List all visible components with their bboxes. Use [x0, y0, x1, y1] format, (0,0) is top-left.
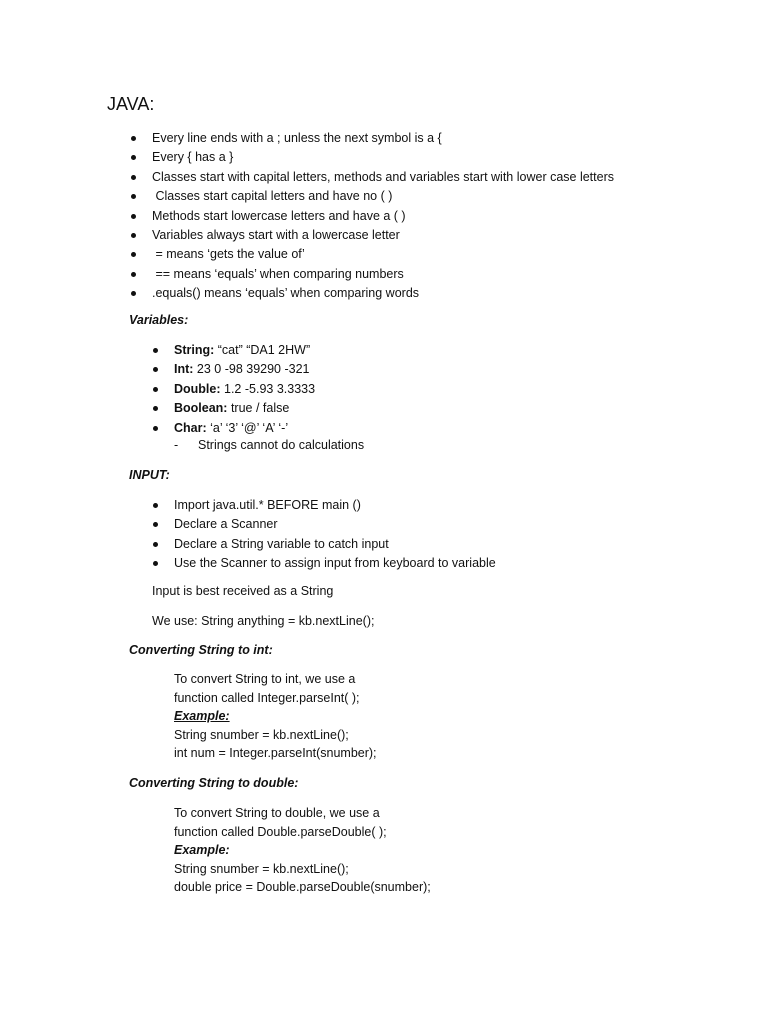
text-line: function called Double.parseDouble( ); — [174, 824, 387, 839]
list-item — [152, 207, 614, 226]
bullet-icon — [153, 387, 158, 392]
list-item — [174, 496, 496, 515]
variables-heading: Variables: — [129, 313, 189, 327]
note-text: Strings cannot do calculations — [198, 438, 365, 452]
list-item — [152, 129, 614, 148]
input-paragraph: Input is best received as a String — [152, 584, 334, 598]
type-label: Double: — [174, 381, 221, 396]
bullet-icon — [153, 503, 158, 508]
rule-text: Variables always start with a lowercase letter — [152, 227, 400, 242]
bullet-icon — [153, 406, 158, 411]
step-text: Import java.util.* BEFORE main () — [174, 498, 361, 512]
code-line: String snumber = kb.nextLine(); — [174, 861, 349, 876]
to-double-block — [174, 804, 431, 897]
text-line: function called Integer.parseInt( ); — [174, 690, 360, 705]
type-label: Int: — [174, 362, 194, 377]
to-int-block — [174, 670, 377, 763]
bullet-icon — [131, 214, 136, 219]
code-line: int num = Integer.parseInt(snumber); — [174, 746, 377, 760]
list-item — [174, 360, 315, 379]
rule-text: Every line ends with a ; unless the next symbol is a { — [152, 131, 442, 145]
to-double-heading: Converting String to double: — [129, 776, 299, 790]
list-item — [174, 554, 496, 573]
bullet-icon — [131, 272, 136, 277]
dash-marker: - — [174, 438, 179, 452]
bullet-icon — [131, 252, 136, 257]
to-int-heading: Converting String to int: — [129, 643, 273, 657]
text-line: To convert String to int, we use a — [174, 672, 356, 686]
example-label: Example: — [174, 843, 230, 857]
rule-text: Classes start with capital letters, methods and variables start with lower case letters — [152, 169, 614, 184]
list-item — [174, 515, 496, 534]
type-values: ‘a’ ‘3’ ‘@’ ‘A’ ‘-’ — [206, 420, 289, 435]
bullet-icon — [131, 155, 136, 160]
list-item — [152, 265, 614, 284]
bullet-icon — [153, 542, 158, 547]
bullet-icon — [131, 233, 136, 238]
rule-text: == means ‘equals’ when comparing numbers — [152, 266, 404, 281]
list-item — [174, 535, 496, 554]
list-item — [174, 399, 315, 418]
bullet-icon — [153, 561, 158, 566]
list-item — [152, 187, 614, 206]
code-line: String snumber = kb.nextLine(); — [174, 727, 349, 742]
type-label: String: — [174, 343, 215, 357]
step-text: Use the Scanner to assign input from keyboard to variable — [174, 556, 496, 571]
example-label: Example: — [174, 709, 230, 723]
type-values: 1.2 -5.93 3.3333 — [220, 381, 316, 396]
bullet-icon — [153, 522, 158, 527]
list-item — [152, 168, 614, 187]
bullet-icon — [131, 291, 136, 296]
list-item — [152, 284, 614, 303]
list-item — [174, 419, 315, 438]
rule-text: Methods start lowercase letters and have a ( ) — [152, 208, 406, 223]
input-paragraph: We use: String anything = kb.nextLine(); — [152, 614, 375, 628]
input-steps-list — [174, 496, 496, 574]
rule-text: Classes start capital letters and have no ( ) — [152, 189, 393, 204]
page-title: JAVA: — [107, 94, 155, 114]
bullet-icon — [131, 175, 136, 180]
step-text: Declare a Scanner — [174, 517, 278, 532]
list-item — [152, 148, 614, 167]
bullet-icon — [153, 348, 158, 353]
java-rules-list — [152, 129, 614, 304]
list-item — [174, 341, 315, 360]
rule-text: Every { has a } — [152, 150, 234, 165]
type-label: Boolean: — [174, 401, 228, 416]
variables-list — [174, 341, 315, 438]
bullet-icon — [131, 194, 136, 199]
rule-text: = means ‘gets the value of’ — [152, 247, 305, 262]
bullet-icon — [153, 426, 158, 431]
type-values: “cat” “DA1 2HW” — [214, 343, 311, 357]
list-item — [174, 380, 315, 399]
rule-text: .equals() means ‘equals’ when comparing words — [152, 286, 420, 301]
bullet-icon — [153, 367, 158, 372]
step-text: Declare a String variable to catch input — [174, 536, 389, 551]
type-values: 23 0 -98 39290 -321 — [193, 362, 310, 377]
list-item — [152, 226, 614, 245]
type-label: Char: — [174, 420, 207, 435]
type-values: true / false — [227, 401, 290, 416]
list-item — [152, 245, 614, 264]
text-line: To convert String to double, we use a — [174, 806, 380, 820]
input-heading: INPUT: — [129, 468, 170, 482]
code-line: double price = Double.parseDouble(snumber); — [174, 880, 431, 894]
bullet-icon — [131, 136, 136, 141]
